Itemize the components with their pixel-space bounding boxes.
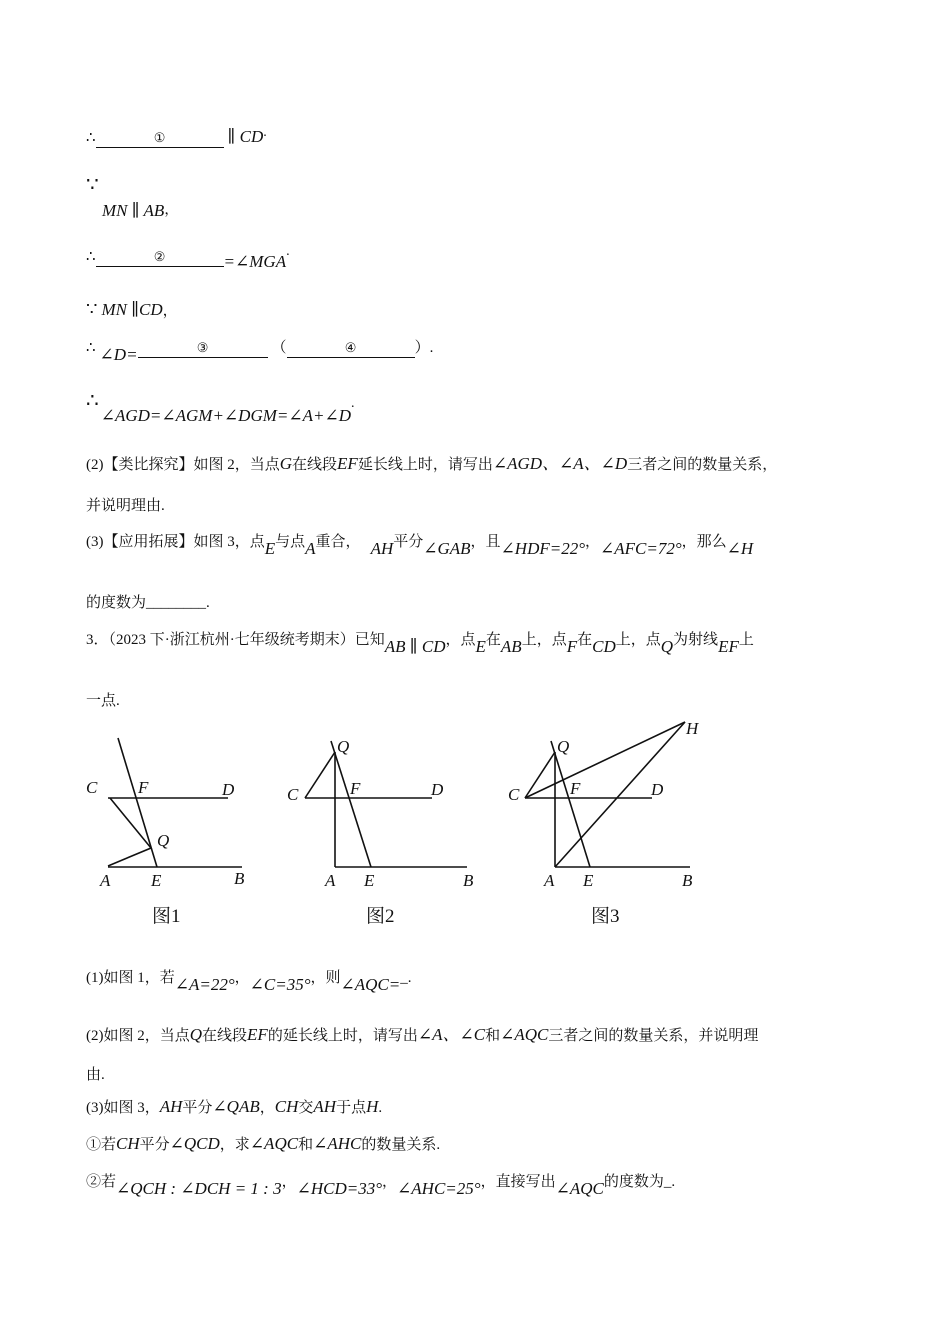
q2-p3-text-g: ，那么 (681, 534, 727, 550)
fig1-label-d: D (222, 780, 235, 799)
fig3-label-c: C (508, 785, 520, 804)
q3-text-c2: 在 (485, 632, 501, 648)
segment-ef: EF (247, 1025, 268, 1044)
q3-s3-text-e: 于点 (336, 1100, 367, 1116)
q3-s3b-text-d: ，直接写出 (480, 1174, 556, 1190)
angle-qcd: ∠QCD (169, 1134, 220, 1153)
angle-mga: =∠MGA (223, 252, 287, 271)
q3-sub3 (86, 1096, 382, 1119)
q3-text-c3: 上，点 (521, 632, 567, 648)
fig3-label-a: A (544, 871, 555, 890)
fig1-label-f: F (138, 778, 149, 797)
answer-blank-4[interactable]: ④ (287, 339, 415, 358)
q3-text-num: 3．（2023 下·浙江杭州·七年级统考期末）已知 (86, 632, 385, 648)
angles-agd-a-d: ∠AGD、∠A、∠D (492, 454, 628, 473)
q3-s2-text-a: (2)如图 2，当点 (86, 1028, 190, 1044)
q3-text-c7: 上 (738, 632, 754, 648)
proof-line-6 (86, 390, 355, 425)
angle-aqc: ∠AQC (249, 1134, 299, 1153)
q3-s2-text-c: 的延长线上时，请写出 (267, 1028, 418, 1044)
close-paren: ）. (414, 340, 434, 356)
ab-parallel-cd: AB ∥ CD (384, 637, 446, 656)
q3-s3b-text-a: ②若 (86, 1174, 117, 1190)
therefore-symbol: ∴ (86, 249, 96, 265)
angle-ahc: ∠AHC=25° (397, 1179, 481, 1198)
q3-s3b-text-c: ， (382, 1174, 398, 1190)
q3-s3b-text-e: 的度数为_. (603, 1174, 676, 1190)
q2-part2-cont: 并说明理由. (86, 498, 165, 514)
segment-ah: AH (313, 1097, 337, 1116)
segment-ah: AH (370, 539, 394, 558)
segment-ef: EF (337, 454, 358, 473)
proof-line-2 (86, 174, 179, 228)
q3-s3-text-c: ， (259, 1100, 275, 1116)
proof-line-3 (86, 245, 290, 269)
therefore-symbol: ∴ (86, 130, 96, 146)
q3-text-c6: 为射线 (673, 632, 719, 648)
q3-s2-text-b: 在线段 (202, 1028, 248, 1044)
segment-ch: CH (274, 1097, 299, 1116)
fig2-label-c: C (287, 785, 299, 804)
fig2-label-f: F (350, 779, 361, 798)
q2-p3-text-b: 与点 (275, 534, 306, 550)
q2-p3-text-c: 重合， (315, 534, 361, 550)
angle-hcd: ∠HCD=33° (296, 1179, 383, 1198)
point-q: Q (660, 637, 674, 656)
q2-part3 (86, 530, 754, 558)
q3-s3b-text-b: ， (281, 1174, 297, 1190)
angle-aqc: ∠AQC (500, 1025, 549, 1044)
because-symbol: ∵ (86, 174, 99, 196)
proof-line-5 (86, 336, 434, 364)
fig2-label-a: A (325, 871, 336, 890)
comma: ， (162, 303, 178, 319)
mn-parallel-ab: MN ∥ AB (102, 201, 165, 220)
q3-header-cont: 一点. (86, 693, 120, 709)
angle-qab: ∠QAB (212, 1097, 260, 1116)
fig2-label-q: Q (337, 737, 350, 756)
segment-ah: AH (159, 1097, 183, 1116)
q2-p2-text-a: (2)【类比探究】如图 2，当点 (86, 457, 280, 473)
fig3-label-e: E (583, 871, 594, 890)
fig3-label-h: H (686, 719, 699, 738)
q2-p2-text-b: 在线段 (292, 457, 338, 473)
angle-afc: ∠AFC=72° (600, 539, 682, 558)
point-e: E (264, 539, 276, 558)
q3-s1-text-b: ， (234, 970, 250, 986)
q3-s3-text-d: 交 (298, 1100, 314, 1116)
q3-s3a-text-c: ，求 (219, 1137, 250, 1153)
angle-a-22: ∠A=22° (174, 975, 235, 994)
q2-part2 (86, 453, 777, 476)
q3-s2-text-e: 三者之间的数量关系，并说明理 (548, 1028, 759, 1044)
q3-text-c5: 上，点 (615, 632, 661, 648)
q2-p3-text-e: ，且 (470, 534, 501, 550)
angle-ratio: ∠QCH : ∠DCH = 1 : 3 (116, 1179, 282, 1198)
answer-blank-1[interactable]: ① (96, 129, 224, 148)
q3-sub2-cont: 由. (86, 1067, 105, 1083)
q2-p2-text-c: 延长线上时，请写出 (357, 457, 493, 473)
point-h: H (366, 1097, 379, 1116)
point-q: Q (189, 1025, 203, 1044)
point-e: E (475, 637, 486, 656)
angle-aqc: ∠AQC (555, 1179, 604, 1198)
open-paren: （ (271, 340, 287, 356)
angle-gab: ∠GAB (423, 539, 471, 558)
q3-sub3b (86, 1170, 676, 1198)
fig2-label-e: E (364, 871, 375, 890)
fig2-label-d: D (431, 780, 444, 799)
q3-s3-text-f: . (378, 1100, 383, 1116)
fig1-label-a: A (100, 871, 111, 890)
q2-p3-text-d: 平分 (393, 534, 424, 550)
angles-a-c: ∠A、∠C (417, 1025, 486, 1044)
q3-sub2 (86, 1024, 758, 1047)
fig3-label-f: F (570, 779, 581, 798)
q3-s1-text-a: (1)如图 1，若 (86, 970, 175, 986)
q3-header (86, 628, 754, 656)
fig1-label-c: C (86, 778, 98, 797)
fig1-label-q: Q (157, 831, 170, 850)
q2-p3-text-a: (3)【应用拓展】如图 3，点 (86, 534, 265, 550)
q3-s3a-text-a: ①若 (86, 1137, 117, 1153)
period: . (286, 244, 290, 259)
angle-h: ∠H (726, 539, 754, 558)
figures-diagram (0, 710, 950, 960)
q3-s1-text-c: ，则 (310, 970, 341, 986)
comma: ， (164, 203, 179, 218)
point-f: F (566, 637, 578, 656)
q2-p2-text-d: 三者之间的数量关系， (627, 457, 778, 473)
therefore-symbol: ∴ (86, 390, 99, 412)
proof-line-1 (86, 126, 267, 150)
q3-s3-text-b: 平分 (182, 1100, 213, 1116)
q3-sub3a (86, 1133, 440, 1156)
q3-s3a-text-d: 和 (298, 1137, 314, 1153)
answer-blank[interactable]: _. (400, 970, 412, 986)
because-symbol: ∵ (86, 299, 98, 319)
ray-ef: EF (718, 637, 739, 656)
therefore-symbol: ∴ (86, 340, 96, 356)
angle-sum-equation: ∠AGD=∠AGM+∠DGM=∠A+∠D (100, 406, 351, 425)
fig3-label-d: D (651, 780, 664, 799)
fig2-caption: 图2 (366, 906, 395, 927)
fig1-caption: 图1 (152, 906, 181, 927)
q3-text-c4: 在 (577, 632, 593, 648)
q3-s3-text-a: (3)如图 3， (86, 1100, 160, 1116)
angle-ahc: ∠AHC (313, 1134, 362, 1153)
line-cd: CD (592, 637, 616, 656)
parallel-cd: ∥ CD (227, 127, 264, 146)
fig3-caption: 图3 (591, 906, 620, 927)
proof-line-4 (86, 298, 178, 322)
period: . (350, 396, 355, 411)
q3-text-c1: ，点 (445, 632, 476, 648)
answer-blank-3[interactable]: ③ (138, 339, 268, 358)
q3-s3a-text-b: 平分 (139, 1137, 170, 1153)
point-a: A (305, 539, 316, 558)
answer-blank-2[interactable]: ② (96, 248, 224, 267)
fig1-label-e: E (151, 871, 162, 890)
mn-parallel-cd: MN ∥CD (101, 300, 163, 319)
angle-aqc: ∠AQC= (340, 975, 401, 994)
point-g: G (279, 454, 293, 473)
line-ab: AB (500, 637, 522, 656)
angle-hdf: ∠HDF=22° (500, 539, 586, 558)
fig1-label-b: B (234, 869, 245, 888)
q2-p3-text-f: ， (585, 534, 601, 550)
segment-ch: CH (116, 1134, 140, 1153)
q3-s3a-text-e: 的数量关系. (361, 1137, 441, 1153)
q3-s2-text-d: 和 (485, 1028, 501, 1044)
period: . (263, 125, 267, 140)
fig3-label-q: Q (557, 737, 570, 756)
fig2-label-b: B (463, 871, 474, 890)
q3-sub1 (86, 966, 412, 994)
angle-c-35: ∠C=35° (249, 975, 311, 994)
angle-d: ∠D= (99, 345, 138, 364)
fig3-label-b: B (682, 871, 693, 890)
q2-part3-cont: 的度数为________. (86, 595, 210, 611)
